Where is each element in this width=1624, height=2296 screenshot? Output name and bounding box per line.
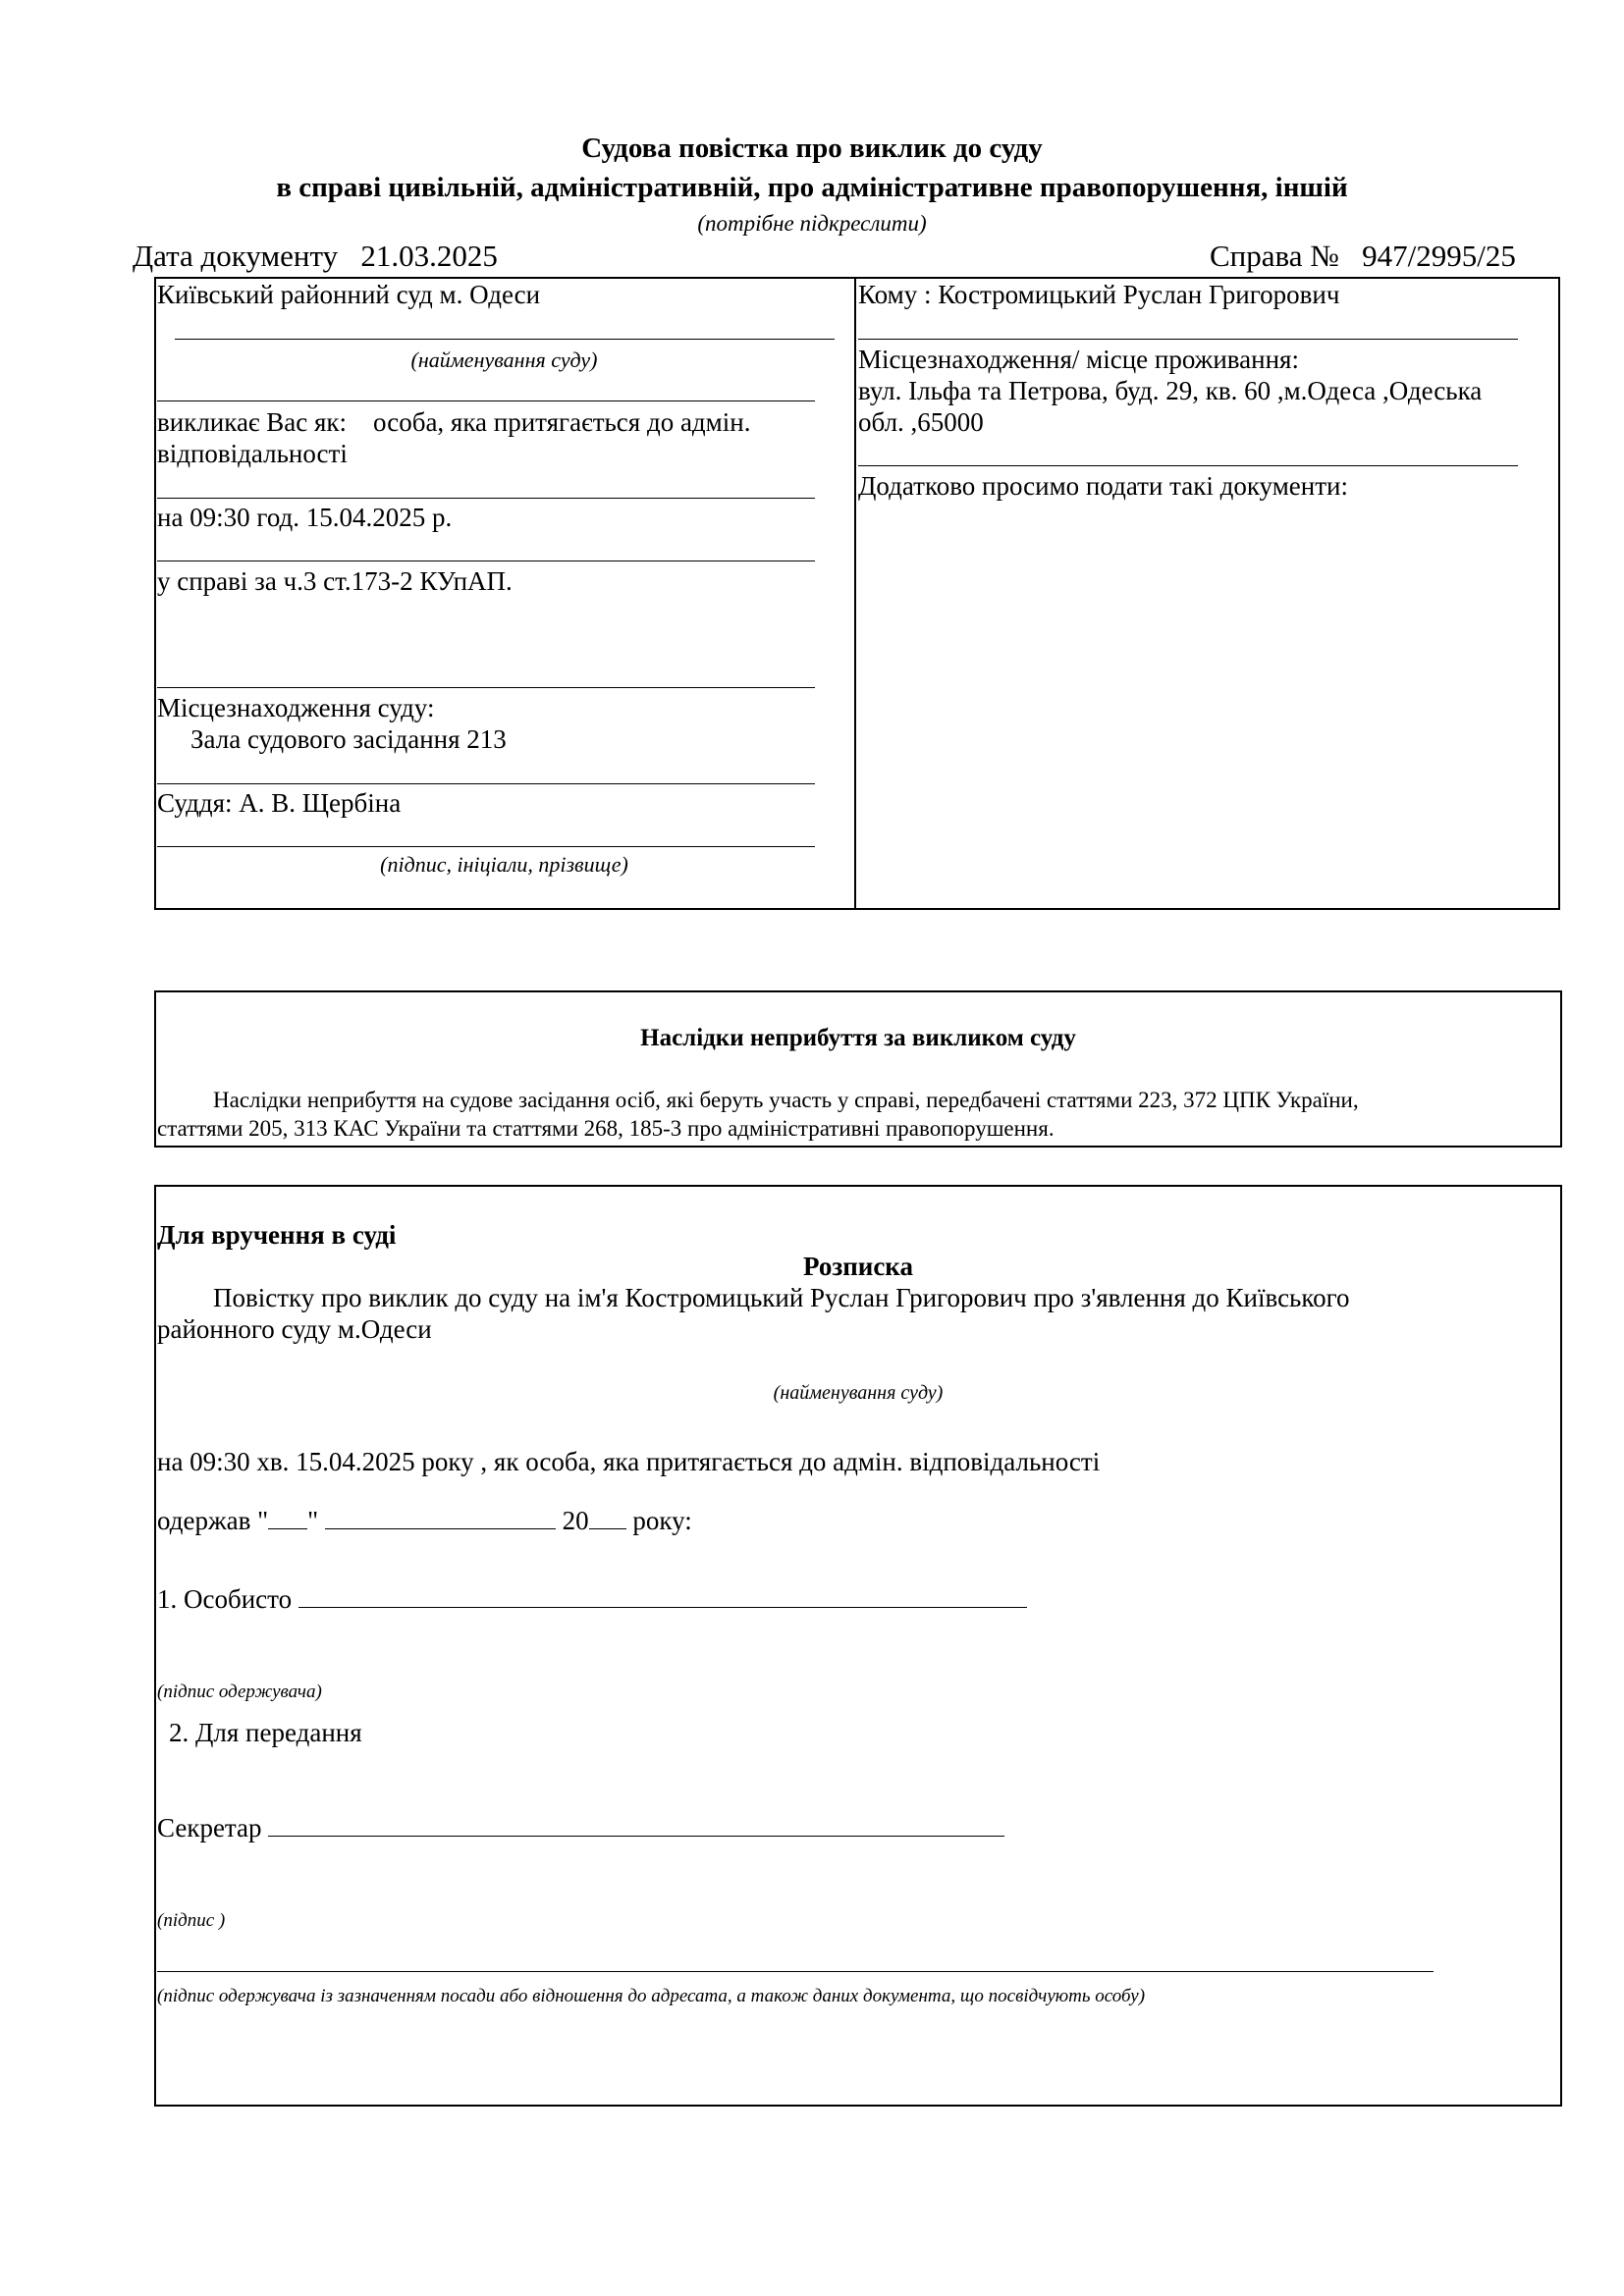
title-note: (потрібне підкреслити) [697, 211, 927, 236]
year-blank[interactable] [589, 1507, 626, 1529]
personal-line [157, 1584, 1027, 1615]
consequences-text-1: Наслідки неприбуття на судове засідання осіб, які беруть участь у справі, передбачені статтями 223, 372 ЦПК України, [213, 1088, 1359, 1112]
for-court-label: Для вручення в суді [157, 1220, 397, 1250]
underline [157, 846, 815, 847]
address-line-2: обл. ,65000 [858, 407, 984, 437]
doc-date-label: Дата документу [133, 239, 339, 273]
personal-caption: (підпис одержувача) [157, 1682, 322, 1702]
received-century: 20 [562, 1506, 589, 1535]
personal-signature-blank[interactable] [298, 1585, 1027, 1608]
underline [157, 783, 815, 784]
secretary-name-blank[interactable] [828, 1814, 1004, 1837]
received-prefix: одержав " [157, 1506, 269, 1535]
case-label: Справа № [1210, 239, 1339, 273]
court-location-value: Зала судового засідання 213 [190, 724, 507, 754]
receipt-line-2: районного суду м.Одеси [157, 1314, 432, 1344]
receipt-heading: Розписка [803, 1252, 913, 1281]
recipient-line: Кому : Костромицький Руслан Григорович [858, 280, 1340, 309]
underline [157, 498, 815, 499]
consequences-text-2: статтями 205, 313 КАС України та статтями 268, 185-3 про адміністративні правопорушення. [157, 1116, 1055, 1141]
receipt-court-caption: (найменування суду) [773, 1382, 944, 1404]
title-line-1: Судова повістка про виклик до суду [581, 133, 1043, 164]
secretary-signature-blank[interactable] [268, 1814, 828, 1837]
doc-date: 21.03.2025 [360, 239, 498, 273]
summons-label: викликає Вас як: [157, 407, 348, 437]
case-row [1210, 239, 1516, 274]
recipient-caption: (підпис одержувача із зазначенням посади або відношення до адресата, а також даних документа, що посвідчують особу) [157, 1986, 1146, 2006]
underline [858, 465, 1518, 466]
doc-date-row [133, 239, 498, 274]
hearing-time: на 09:30 год. 15.04.2025 р. [157, 503, 453, 532]
case-article: у справі за ч.3 ст.173-2 КУпАП. [157, 566, 513, 596]
transfer-label: 2. Для передання [169, 1718, 362, 1747]
column-divider [854, 277, 856, 910]
personal-label: 1. Особисто [157, 1584, 293, 1614]
month-blank[interactable] [325, 1507, 556, 1529]
secretary-label: Секретар [157, 1813, 262, 1842]
summons-role-1: особа, яка притягається до адмін. [373, 407, 751, 437]
judge-caption: (підпис, ініціали, прізвище) [380, 852, 628, 877]
underline [157, 400, 815, 401]
case-number: 947/2995/25 [1362, 239, 1516, 273]
court-location-label: Місцезнаходження суду: [157, 693, 435, 722]
extra-docs-label: Додатково просимо подати такі документи: [858, 471, 1348, 501]
day-blank[interactable] [268, 1507, 307, 1529]
summons-role-2: відповідальності [157, 439, 348, 468]
received-suffix: року: [632, 1506, 692, 1535]
residence-label: Місцезнаходження/ місце проживання: [858, 345, 1299, 374]
secretary-line [157, 1813, 1004, 1843]
secretary-caption: (підпис ) [157, 1910, 226, 1931]
underline [858, 339, 1518, 340]
received-line [157, 1506, 692, 1536]
underline [157, 687, 815, 688]
consequences-heading: Наслідки неприбуття за викликом суду [640, 1025, 1076, 1051]
receipt-time-line: на 09:30 хв. 15.04.2025 року , як особа, яка притягається до адмін. відповідальності [157, 1447, 1101, 1476]
received-quote: " [307, 1506, 319, 1535]
court-name: Київський районний суд м. Одеси [157, 280, 541, 309]
recipient-signature-line[interactable] [157, 1971, 1434, 1972]
receipt-line-1: Повістку про виклик до суду на ім'я Костромицький Руслан Григорович про з'явлення до Київського [213, 1283, 1350, 1312]
address-line-1: вул. Ільфа та Петрова, буд. 29, кв. 60 ,м.Одеса ,Одеська [858, 376, 1483, 405]
title-line-2: в справі цивільній, адміністративній, про адміністративне правопорушення, іншій [276, 172, 1348, 203]
summons-line [157, 407, 750, 438]
underline [175, 339, 835, 340]
court-caption: (найменування суду) [410, 347, 598, 372]
judge-line: Суддя: А. В. Щербіна [157, 788, 402, 818]
